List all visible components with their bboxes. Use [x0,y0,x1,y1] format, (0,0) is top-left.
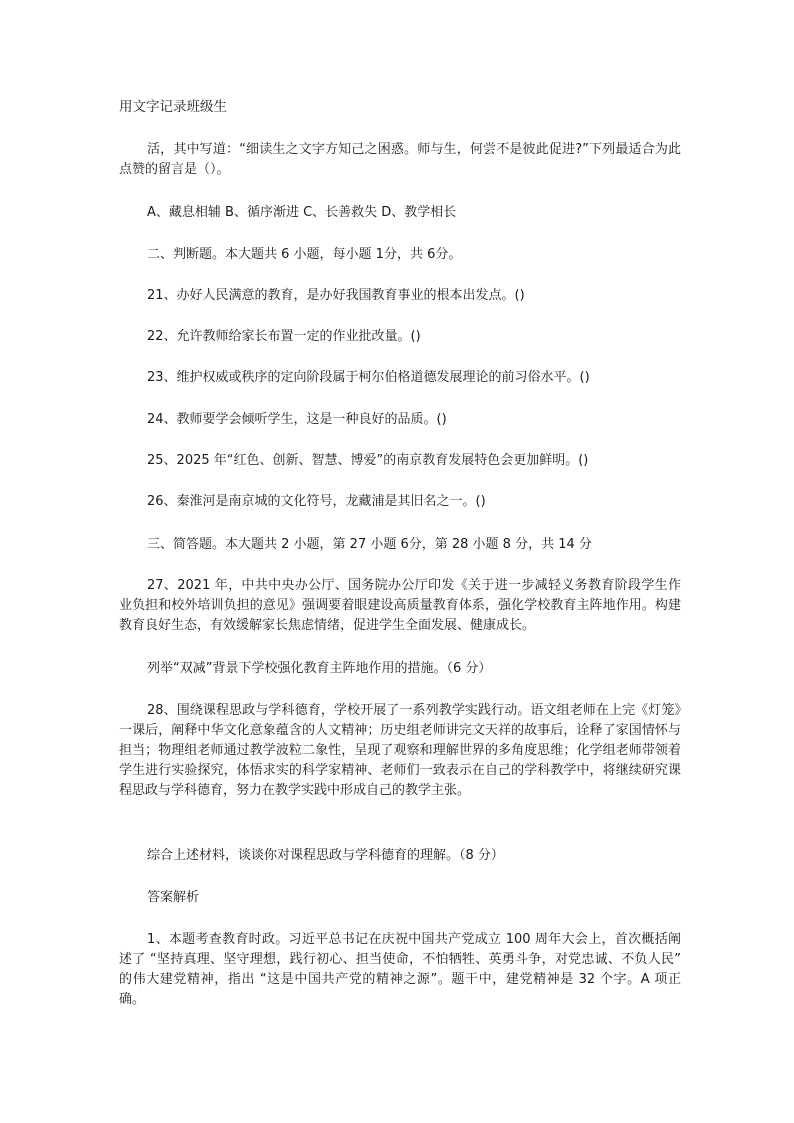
question-22: 22、允许教师给家长布置一定的作业批改量。() [147,329,421,344]
question-23: 23、维护权威或秩序的定向阶段属于柯尔伯格道德发展理论的前习俗水平。() [147,370,590,385]
question-28-prompt: 综合上述材料，谈谈你对课程思政与学科德育的理解。（8 分） [147,848,504,863]
question-options: A、藏息相辅 B、循序渐进 C、长善救失 D、教学相长 [147,205,457,220]
page-title: 用文字记录班级生 [119,99,227,115]
section-heading-judgment: 二、判断题。本大题共 6 小题，每小题 1分，共 6分。 [147,247,462,262]
answer-1-explanation: 1、本题考查教育时政。习近平总书记在庆祝中国共产党成立 100 周年大会上，首次概括阐述了 “坚持真理、坚守理想，践行初心、担当使命，不怕牺牲、英勇斗争，对党忠诚、不负人民” 的伟大建党精神，指出 “这是中国共产党的精神之源”。题干中，建党精神是 32 个字。A 项正确。 [119,932,681,1007]
answer-analysis-heading: 答案解析 [147,890,200,905]
question-24: 24、教师要学会倾听学生，这是一种良好的品质。() [147,412,447,427]
question-stem-continuation: 活，其中写道：“细读生之文字方知己之困惑。师与生，何尝不是彼此促进?”下列最适合为此点赞的留言是（）。 [119,142,681,177]
question-21: 21、办好人民满意的教育，是办好我国教育事业的根本出发点。() [147,288,525,303]
question-26: 26、秦淮河是南京城的文化符号，龙藏浦是其旧名之一。() [147,494,486,509]
section-heading-short-answer: 三、简答题。本大题共 2 小题，第 27 小题 6分，第 28 小题 8 分，共 14 分 [147,537,592,552]
question-27-material: 27、2021 年，中共中央办公厅、国务院办公厅印发《关于进一步减轻义务教育阶段学生作业负担和校外培训负担的意见》强调要着眼建设高质量教育体系，强化学校教育主阵地作用。构建教育良好生态，有效缓解家长焦虑情绪，促进学生全面发展、健康成长。 [119,578,681,633]
question-27-prompt: 列举“双减”背景下学校强化教育主阵地作用的措施。（6 分） [147,661,492,676]
question-25: 25、2025 年“红色、创新、智慧、博爱”的南京教育发展特色会更加鲜明。() [147,453,589,468]
question-28-material: 28、围绕课程思政与学科德育，学校开展了一系列教学实践行动。语文组老师在上完《灯笼》一课后，阐释中华文化意象蕴含的人文精神；历史组老师讲完文天祥的故事后，诠释了家国情怀与担当；物理组老师通过教学波粒二象性，呈现了观察和理解世界的多角度思维；化学组老师带领着学生进行实验探究，体悟求实的科学家精神、老师们一致表示在自己的学科教学中，将继续研究课程思政与学科德育，努力在教学实践中形成自己的教学主张。 [119,703,681,798]
